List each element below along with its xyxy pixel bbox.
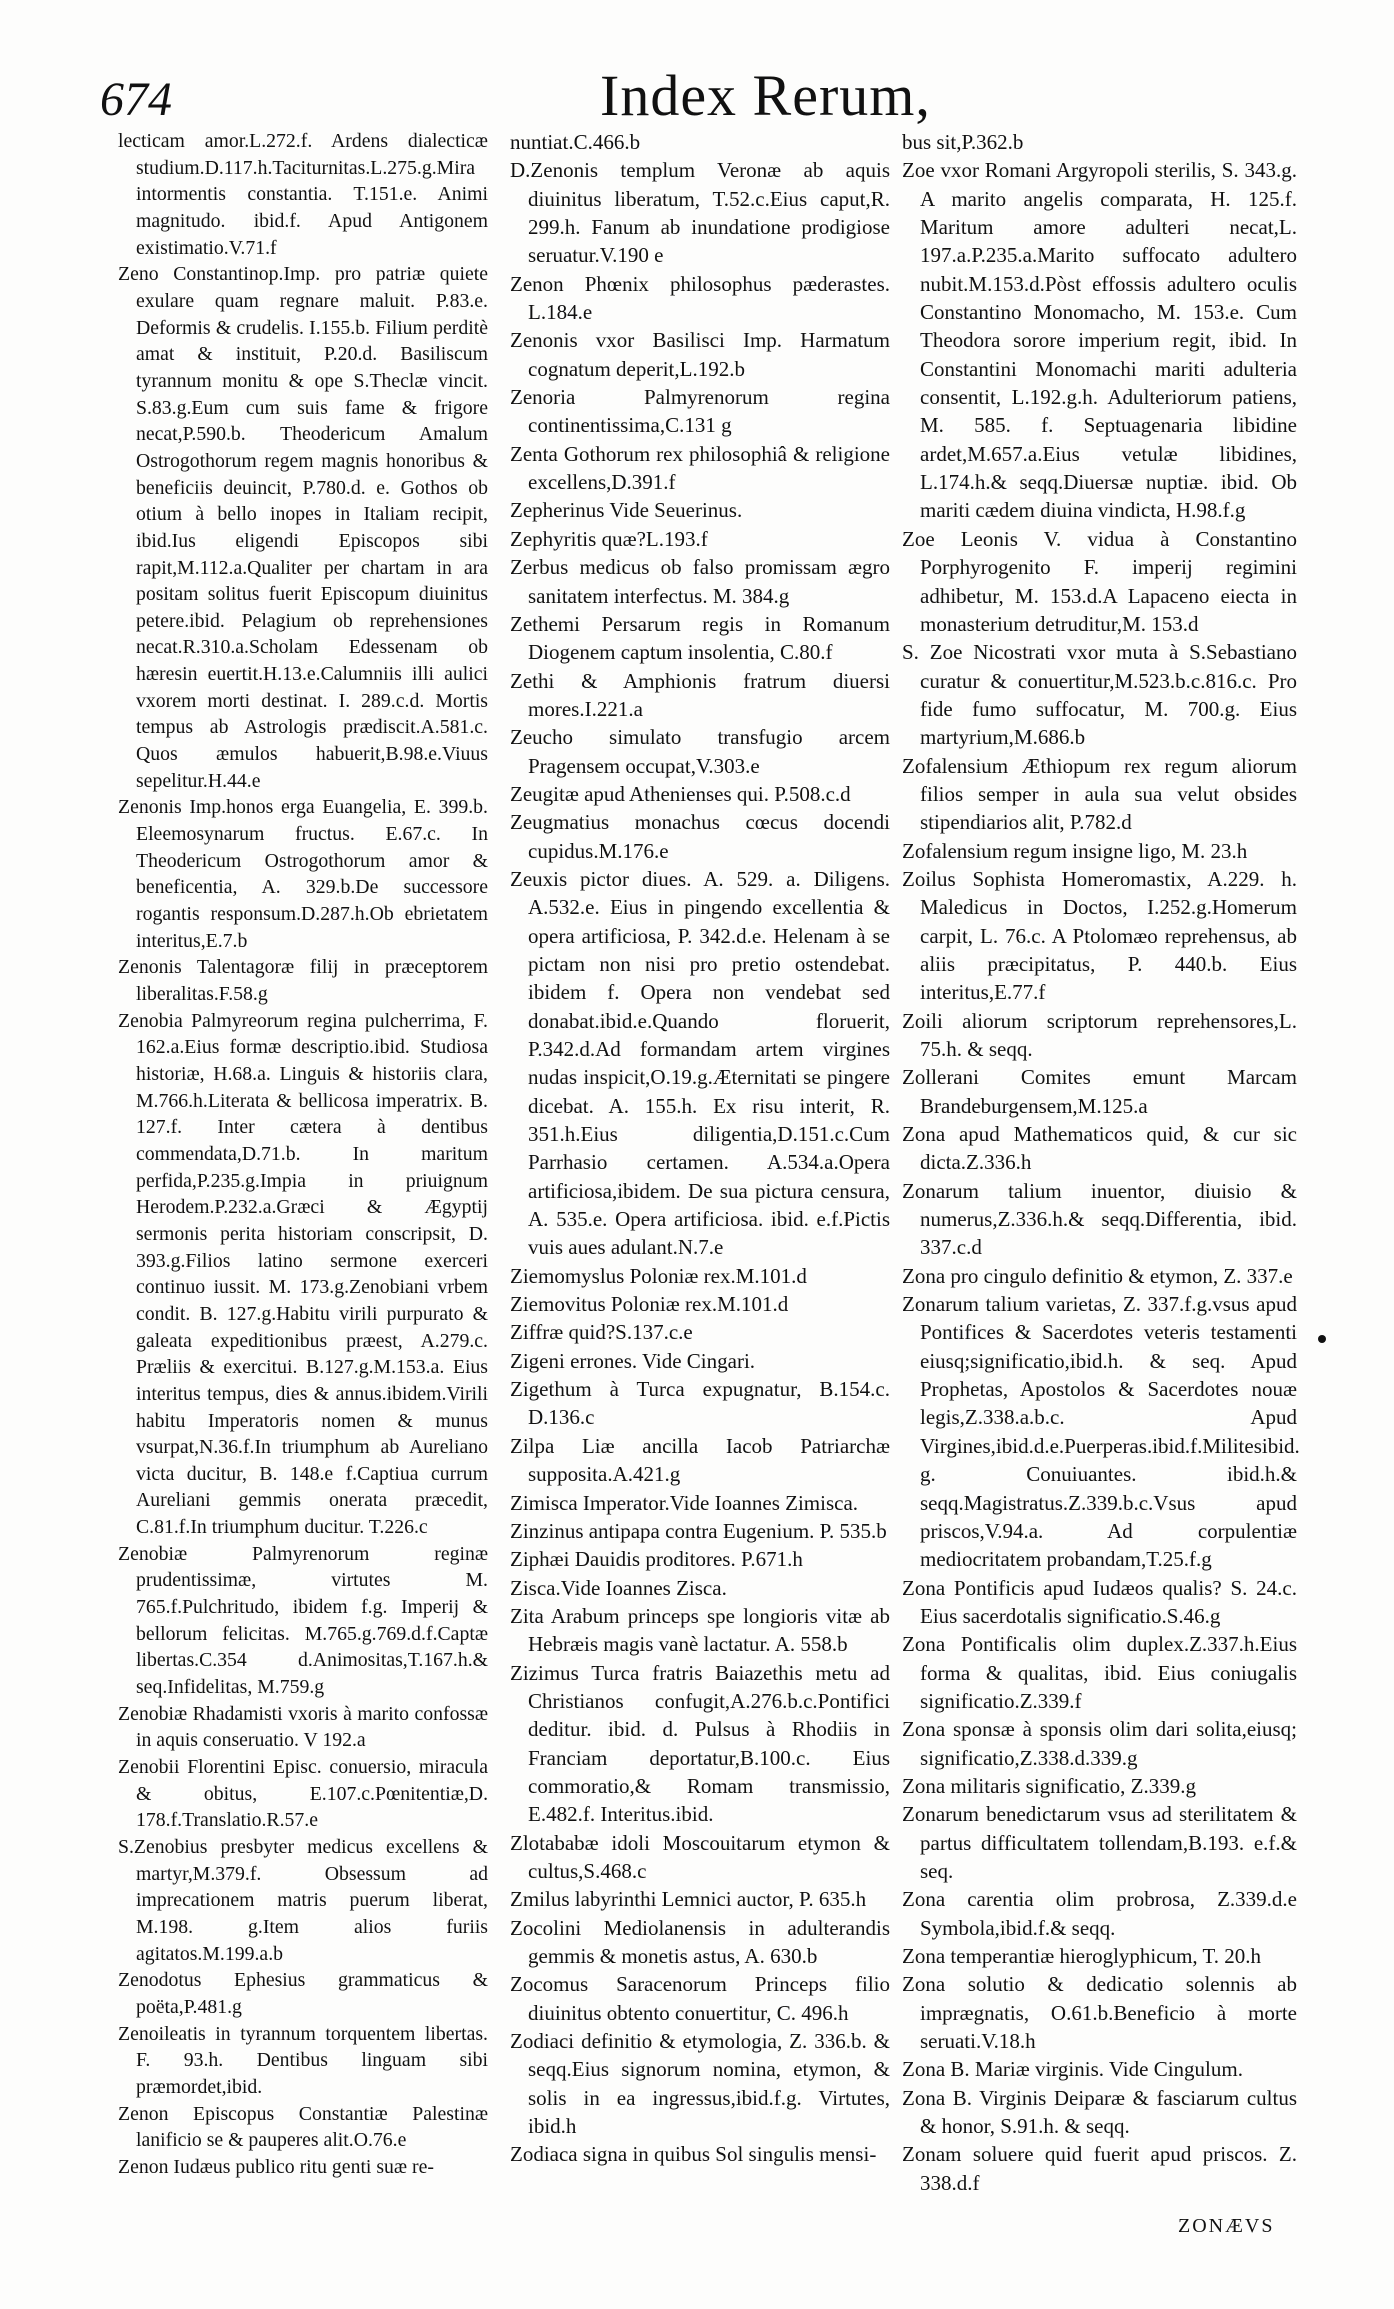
index-entry: Zona sponsæ à sponsis olim dari solita,eiusq; significatio,Z.338.d.339.g (902, 1717, 1297, 1770)
index-entry: Zona apud Mathematicos quid, & cur sic dicta.Z.336.h (902, 1122, 1297, 1175)
index-entry: Zoe Leonis V. vidua à Constantino Porphyrogenito F. imperij regimini adhibetur, M. 153.d.A Lapaceno eiecta in monasterium detruditur,M. 153.d (902, 526, 1297, 636)
index-entry: nuntiat.C.466.b (510, 130, 641, 154)
index-entry: Zenoileatis in tyrannum torquentem libertas. F. 93.h. Dentibus linguam sibi præmordet,ibid. (118, 2022, 488, 2098)
index-entry: lecticam amor.L.272.f. Ardens dialecticæ studium.D.117.h.Taciturnitas.L.275.g.Mira intormentis constantia. T.151.e. Animi magnitudo. ibid.f. Apud Antigonem existimatio.V.71.f (118, 130, 488, 259)
index-entry: Zlotababæ idoli Moscouitarum etymon & cultus,S.468.c (510, 1830, 890, 1883)
index-entry: Zethemi Persarum regis in Romanum Diogenem captum insolentia, C.80.f (510, 611, 890, 665)
index-column-right (902, 128, 1300, 2197)
index-entry: Zerbus medicus ob falso promissam ægro sanitatem interfectus. M. 384.g (510, 555, 890, 608)
index-entry: Zilpa Liæ ancilla Iacob Patriarchæ supposita.A.421.g (510, 1433, 890, 1487)
index-entry: Zimisca Imperator.Vide Ioannes Zimisca. (510, 1490, 859, 1515)
index-entry: Zonam soluere quid fuerit apud priscos. Z. 338.d.f (902, 2142, 1297, 2195)
index-entry: Zonarum talium inuentor, diuisio & numerus,Z.336.h.& seqq.Differentia, ibid. 337.c.d (902, 1178, 1297, 1260)
index-entry: S.Zenobius presbyter medicus excellens & martyr,M.379.f. Obsessum ad imprecationem matris puerum liberat, M.198. g.Item alios furiis agitatos.M.199.a.b (118, 1836, 488, 1965)
index-entry: Zenonis vxor Basilisci Imp. Harmatum cognatum deperit,L.192.b (510, 328, 890, 381)
index-entry: Zethi & Amphionis fratrum diuersi mores.I.221.a (510, 668, 890, 721)
index-entry: Zepherinus Vide Seuerinus. (510, 498, 743, 523)
index-entry: Zenodotus Ephesius grammaticus & poëta,P.481.g (118, 1969, 488, 2018)
index-entry: Zigeni errones. Vide Cingari. (510, 1348, 756, 1373)
index-entry: Zocomus Saracenorum Princeps filio diuinitus obtento conuertitur, C. 496.h (510, 1972, 890, 2025)
index-entry: Zita Arabum princeps spe longioris vitæ ab Hebræis magis vanè lactatur. A. 558.b (510, 1603, 890, 1657)
index-entry: bus sit,P.362.b (902, 130, 1024, 154)
index-entry: Zeuxis pictor diues. A. 529. a. Diligens. A.532.e. Eius in pingendo excellentia & opera artificiosa, P. 342.d.e. Helenam à se pictam non nisi pro pretio ostendebat. ibidem f. Opera non vendebat sed donabat.ibid.e.Quando floruerit, P.342.d.Ad formandam artem virgines nudas inspicit,O.19.g.Æternitati se pingere dicebat. A. 155.h. Ex risu interit, R. 351.h.Eius diligentia,D.151.c.Cum Parrhasio certamen. A.534.a.Opera artificiosa,ibidem. De sua pictura censura, A. 535.e. Opera artificiosa. ibid. e.f.Pictis vuis aues adulant.N.7.e (510, 866, 890, 1260)
index-entry: Zenon Episcopus Constantiæ Palestinæ lanificio se & pauperes alit.O.76.e (118, 2102, 488, 2152)
index-entry: Zonarum talium varietas, Z. 337.f.g.vsus apud Pontifices & Sacerdotes veteris testamenti eiusq;significatio,ibid.h. & seq. Apud Prophetas, Apostolos & Sacerdotes nouæ legis,Z.338.a.b.c. Apud Virgines,ibid.d.e.Puerperas.ibid.f.Militesibid. g. Conuiuantes. ibid.h.& seqq.Magistratus.Z.339.b.c.Vsus apud priscos,V.94.a. Ad corpulentiæ mediocritatem probandam,T.25.f.g (902, 1292, 1300, 1572)
index-entry: Zeno Constantinop.Imp. pro patriæ quiete exulare quam regnare maluit. P.83.e. Deformis & crudelis. I.155.b. Filium perditè amat & instituit, P.20.d. Basiliscum tyrannum monitu & ope S.Theclæ vincit. S.83.g.Eum cum suis fame & frigore necat,P.590.b. Theodericum Amalum Ostrogothorum regem magnis honoribus & beneficiis deuincit, P.780.d. e. Gothos ob otium à bello inopes in Italiam recipit, ibid.Ius eligendi Episcopos sibi rapit,M.112.a.Qualiter per chartam in ara positam solitus fuerit Episcopum diuinitus petere.ibid. Pelagium ob reprehensiones necat.R.310.a.Scholam Edessenam ob hæresin euertit.H.13.e.Calumniis illi aulici vxorem morti destinat. I. 289.c.d. Mortis tempus ab Astrologis prædiscit.A.581.c. Quos æmulos habuerit,B.98.e.Viuus sepelitur.H.44.e (118, 263, 488, 792)
index-entry: Zodiaci definitio & etymologia, Z. 336.b. & seqq.Eius signorum nomina, etymon, & solis in ea ingressus,ibid.f.g. Virtutes, ibid.h (510, 2029, 890, 2139)
index-entry: Zona temperantiæ hieroglyphicum, T. 20.h (902, 1944, 1262, 1968)
index-entry: Zona militaris significatio, Z.339.g (902, 1773, 1196, 1798)
index-column-left (118, 128, 488, 2181)
page-number: 674 (100, 73, 172, 126)
catchword: ZONÆVS (1178, 2215, 1275, 2237)
index-entry: Zmilus labyrinthi Lemnici auctor, P. 635.h (510, 1887, 867, 1912)
index-entry: Zeucho simulato transfugio arcem Pragensem occupat,V.303.e (510, 725, 890, 778)
index-entry: Zisca.Vide Ioannes Zisca. (510, 1575, 727, 1600)
index-entry: Zenon Phœnix philosophus pæderastes. L.184.e (510, 271, 890, 325)
index-entry: Ziemomyslus Poloniæ rex.M.101.d (510, 1263, 807, 1288)
index-entry: Zona Pontificalis olim duplex.Z.337.h.Eius forma & qualitas, ibid. Eius coniugalis significatio.Z.339.f (902, 1632, 1297, 1713)
index-entry: Zenonis Talentagoræ filij in præceptorem liberalitas.F.58.g (118, 956, 488, 1005)
index-entry: Zodiaca signa in quibus Sol singulis mensi- (510, 2142, 877, 2167)
index-entry: Zona pro cingulo definitio & etymon, Z. 337.e (902, 1263, 1293, 1288)
index-column-middle (510, 128, 890, 2169)
index-entry: Zonarum benedictarum vsus ad sterilitatem & partus difficultatem tollendam,B.193. e.f.& seq. (902, 1802, 1297, 1883)
index-entry: Zocolini Mediolanensis in adulterandis gemmis & monetis astus, A. 630.b (510, 1915, 890, 1968)
index-entry: Zona Pontificis apud Iudæos qualis? S. 24.c. Eius sacerdotalis significatio.S.46.g (902, 1575, 1297, 1628)
index-entry: Zenonis Imp.honos erga Euangelia, E. 399.b. Eleemosynarum fructus. E.67.c. In Theodericum Ostrogothorum amor & beneficentia, A. 329.b.De successore rogantis responsum.D.287.h.Ob ebrietatem interitus,E.7.b (118, 796, 488, 952)
index-entry: Zigethum à Turca expugnatur, B.154.c. D.136.c (510, 1377, 890, 1430)
index-entry: Ziffræ quid?S.137.c.e (510, 1320, 693, 1345)
index-entry: Zenobii Florentini Episc. conuersio, miracula & obitus, E.107.c.Pœnitentiæ,D. 178.f.Translatio.R.57.e (118, 1756, 488, 1832)
index-entry: Zeugitæ apud Athenienses qui. P.508.c.d (510, 781, 851, 806)
index-entry: S. Zoe Nicostrati vxor muta à S.Sebastiano curatur & conuertitur,M.523.b.c.816.c. Pro fide fumo suffocatur, M. 700.g. Eius martyrium,M.686.b (902, 640, 1297, 750)
index-entry: Zeugmatius monachus cœcus docendi cupidus.M.176.e (510, 810, 890, 863)
index-entry: Zinzinus antipapa contra Eugenium. P. 535.b (510, 1518, 887, 1543)
index-entry: Zona B. Virginis Deiparæ & fasciarum cultus & honor, S.91.h. & seqq. (902, 2085, 1297, 2139)
index-entry: D.Zenonis templum Veronæ ab aquis diuinitus liberatum, T.52.c.Eius caput,R. 299.h. Fanum ab inundatione prodigiose seruatur.V.190 e (510, 158, 890, 268)
index-entry: Zenon Iudæus publico ritu genti suæ re- (118, 2155, 434, 2178)
index-entry: Zofalensium Æthiopum rex regum aliorum filios semper in aula sua velut obsides stipendiarios alit, P.782.d (902, 753, 1297, 835)
index-entry: Zona B. Mariæ virginis. Vide Cingulum. (902, 2057, 1243, 2082)
index-entry: Zenobia Palmyreorum regina pulcherrima, F. 162.a.Eius formæ descriptio.ibid. Studiosa historiæ, H.68.a. Linguis & historiis clara, M.766.h.Literata & bellicosa imperatrix. B. 127.f. Inter cætera à dentibus commendata,D.71.b. In maritum perfida,P.235.g.Impia in priuignum Herodem.P.232.a.Græci & Ægyptij sermonis perita historiam conscripsit, D. 393.g.Filios latino sermone exerceri continuo iussit. M. 173.g.Zenobiani vrbem condit. B. 127.g.Habitu virili purpurato & galeata expeditionibus præest, A.279.c. Præliis & exercitui. B.127.g.M.153.a. Eius interitus tempus, dies & annus.ibidem.Virili habitu Imperatoris nomen & munus vsurpat,N.36.f.In triumphum ab Aureliano victa ducitur, B. 148.e f.Captiua currum Aureliani gemmis onerata præcedit, C.81.f.In triumphum ducitur. T.226.c (118, 1009, 488, 1539)
index-entry: Zoili aliorum scriptorum reprehensores,L. 75.h. & seqq. (902, 1008, 1297, 1061)
index-entry: Zenobiæ Palmyrenorum reginæ prudentissimæ, virtutes M. 765.f.Pulchritudo, ibidem f.g. Imperij & bellorum felicitas. M.765.g.769.d.f.Captæ libertas.C.354 d.Animositas,T.167.h.& seq.Infidelitas, M.759.g (118, 1542, 488, 1699)
page-title: Index Rerum, (600, 63, 931, 128)
index-entry: Ziphæi Dauidis proditores. P.671.h (510, 1547, 803, 1572)
index-entry: Zofalensium regum insigne ligo, M. 23.h (902, 838, 1248, 863)
index-entry: Zona carentia olim probrosa, Z.339.d.e Symbola,ibid.f.& seqq. (902, 1887, 1297, 1940)
index-entry: Zoe vxor Romani Argyropoli sterilis, S. 343.g. A marito angelis comparata, H. 125.f. Maritum amore adulteri necat,L. 197.a.P.235.a.Marito suffocato adultero nubit.M.153.d.Pòst effossis adultero oculis Constantino Monomacho, M. 153.e. Cum Theodora sorore imperium regit, ibid. In Constantini Monomachi mariti adulteria consentit, L.192.g.h. Adulteriorum patiens, M. 585. f. Septuagenaria libidine ardet,M.657.a.Eius vetulæ libidines, L.174.h.& seqq.Diuersæ nuptiæ. ibid. Ob mariti cædem diuina vindicta, H.98.f.g (902, 158, 1297, 523)
ink-dot-mark (1318, 1335, 1326, 1343)
index-entry: Ziemovitus Poloniæ rex.M.101.d (510, 1292, 789, 1317)
index-entry: Zizimus Turca fratris Baiazethis metu ad Christianos confugit,A.276.b.c.Pontifici deditur. ibid. d. Pulsus à Rhodiis in Franciam deportatur,B.100.c. Eius commoratio,& Romam transmissio, E.482.f. Interitus.ibid. (510, 1660, 890, 1827)
index-entry: Zenobiæ Rhadamisti vxoris à marito confossæ in aquis conseruatio. V 192.a (118, 1702, 488, 1752)
index-entry: Zenoria Palmyrenorum regina continentissima,C.131 g (510, 385, 890, 438)
index-entry: Zephyritis quæ?L.193.f (510, 526, 708, 551)
index-entry: Zoilus Sophista Homeromastix, A.229. h. Maledicus in Doctos, I.252.g.Homerum carpit, L. 76.c. A Ptolomæo reprehensus, ab aliis præcipitatus, P. 440.b. Eius interitus,E.77.f (902, 866, 1297, 1005)
index-entry: Zollerani Comites emunt Marcam Brandeburgensem,M.125.a (902, 1065, 1297, 1118)
index-entry: Zona solutio & dedicatio solennis ab imprægnatis, O.61.b.Beneficio à morte seruati.V.18.h (902, 1972, 1297, 2054)
index-entry: Zenta Gothorum rex philosophiâ & religione excellens,D.391.f (510, 441, 890, 495)
